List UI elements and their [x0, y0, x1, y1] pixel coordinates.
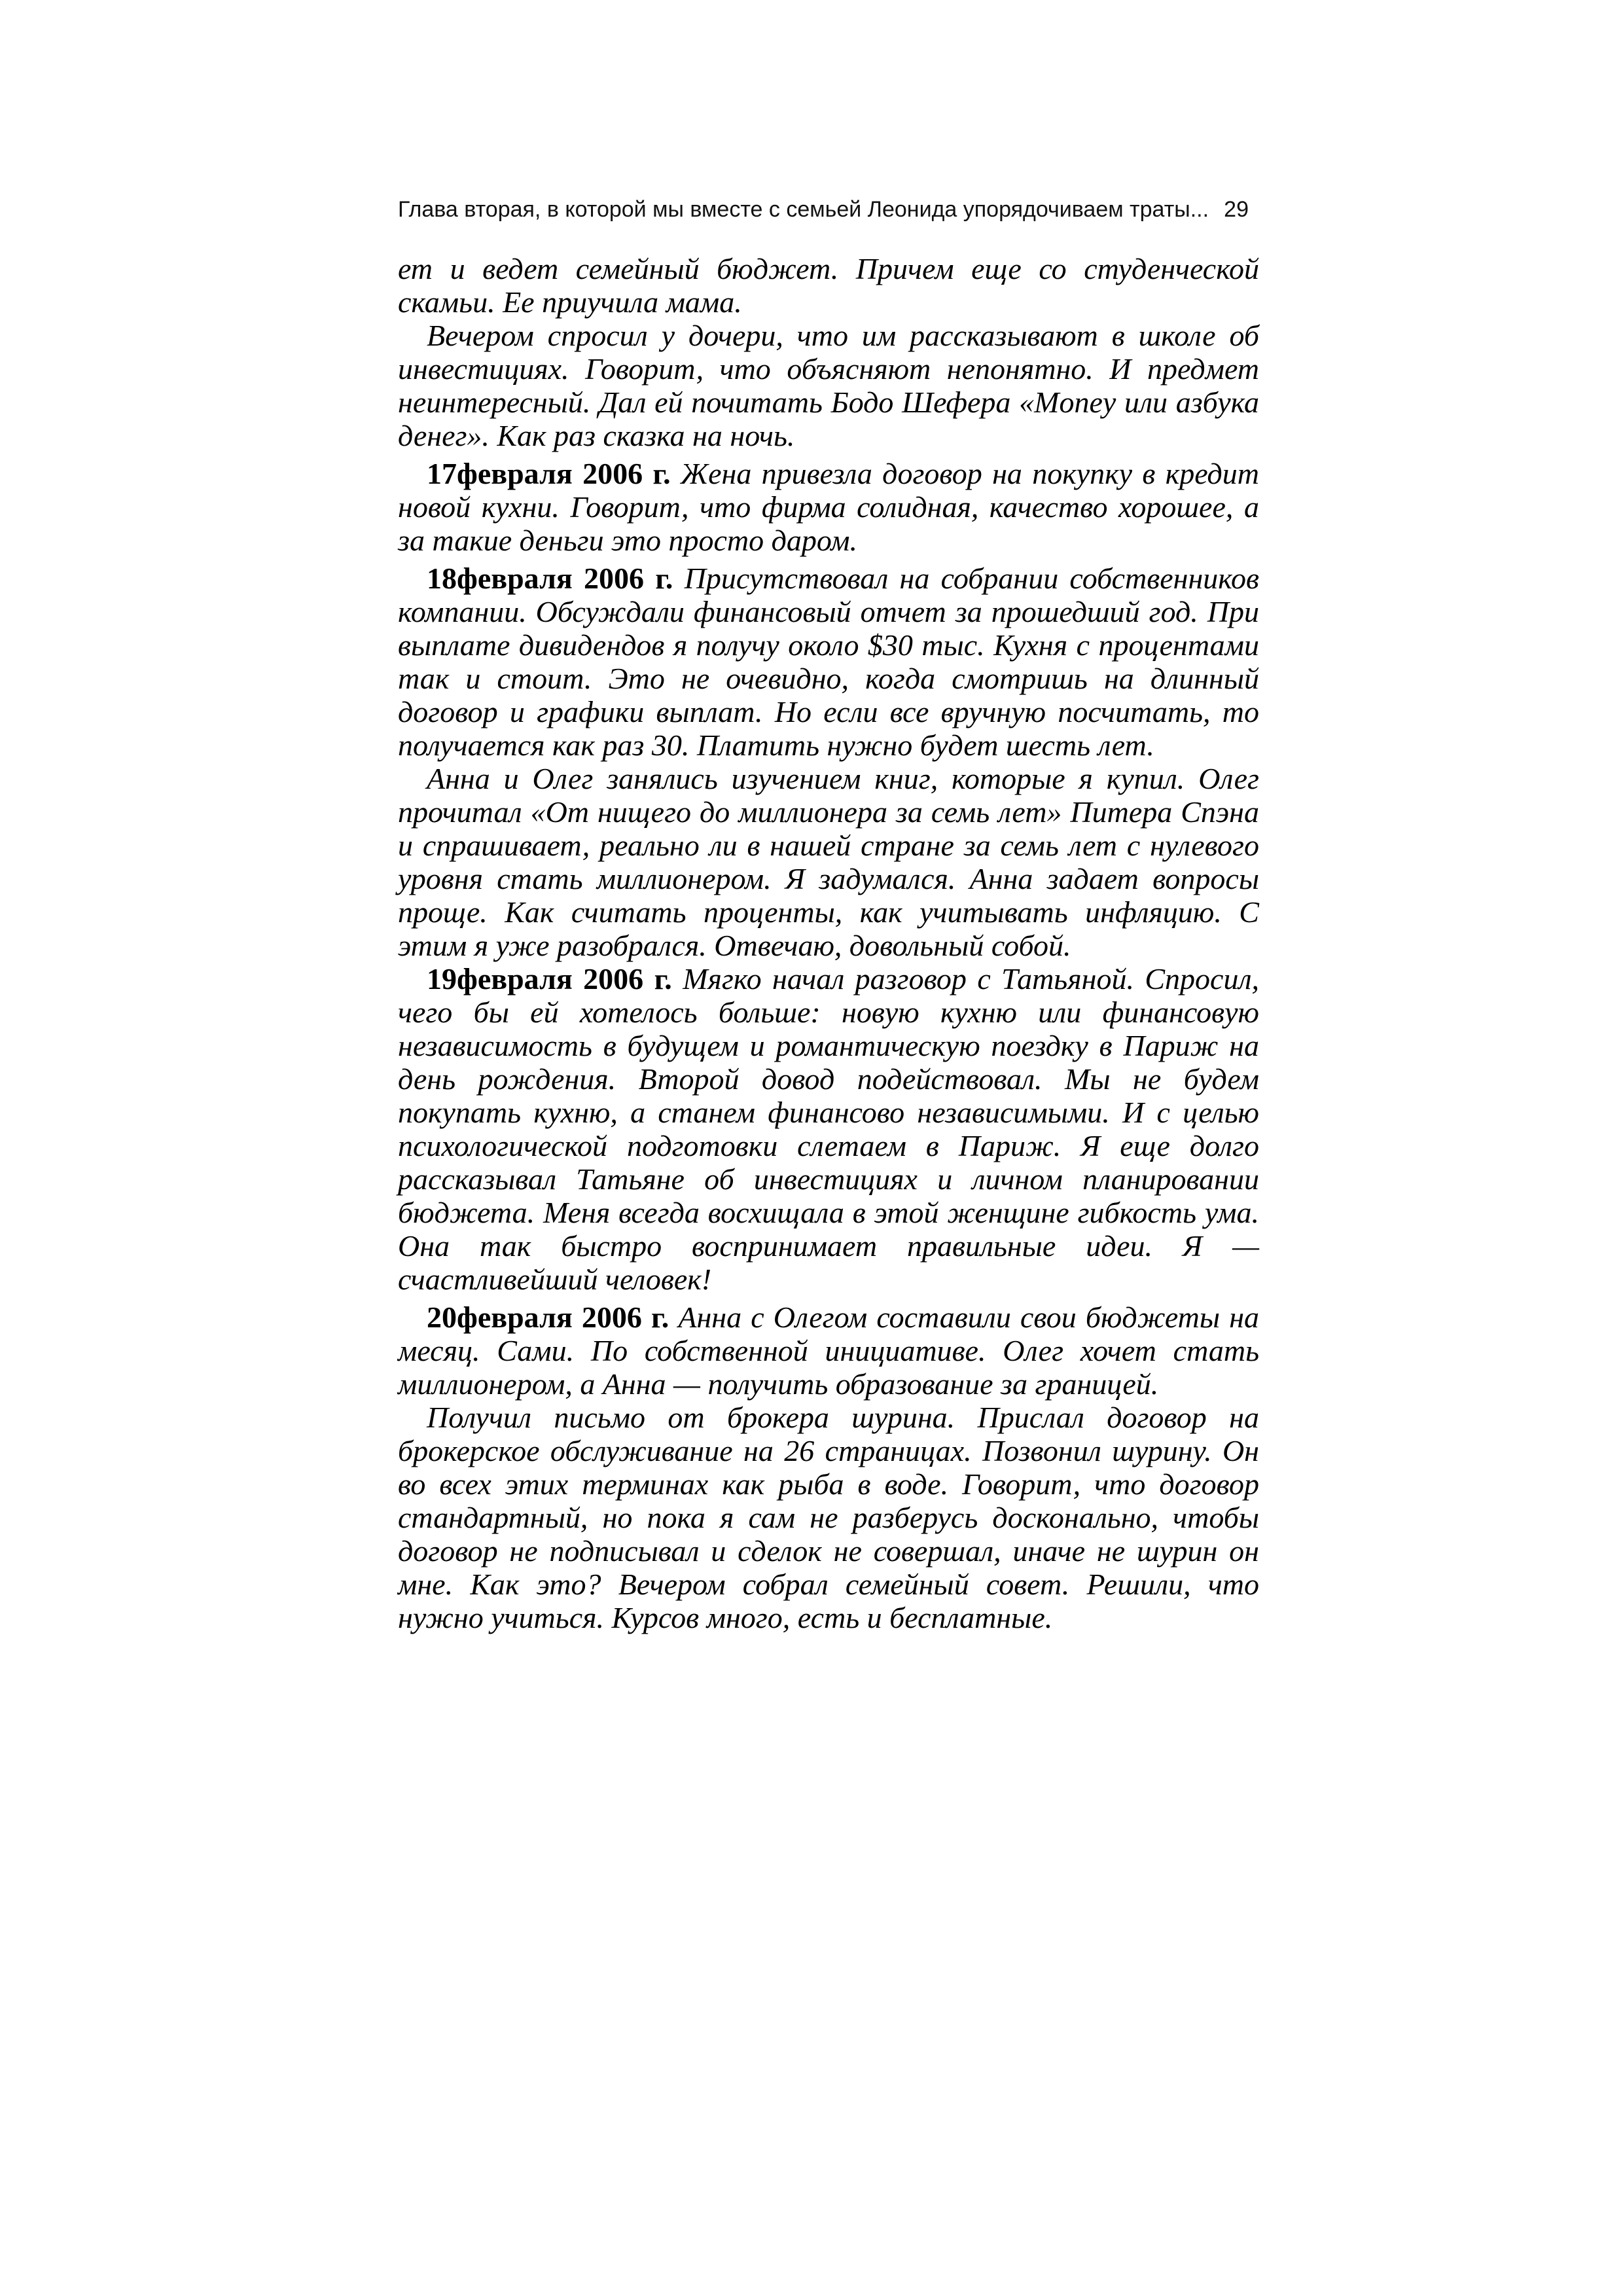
paragraph-text: Мягко начал разговор с Татьяной. Спросил, чего бы ей хотелось больше: новую кухню или финансовую независимость в будущем и романтическую поездку в Париж на день рождения. Второй довод подействовал. Мы не будем покупать кухню, а станем финансово независимыми. И с целью психологической подготовки слетаем в Париж. Я еще долго рассказывал Татьяне об инвестициях и личном планировании бюджета. Меня всегда восхищала в этой женщине гибкость ума. Она так быстро воспринимает правильные идеи. Я — счастливейший человек!: [398, 962, 1260, 1296]
entry-date: 19февраля 2006 г.: [427, 962, 672, 996]
diary-entry: [398, 562, 1259, 762]
paragraph-text: Получил письмо от брокера шурина. Прислал договор на брокерское обслуживание на 26 страницах. Позвонил шурину. Он во всех этих терминах как рыба в воде. Говорит, что договор стандартный, но пока я сам не разберусь досконально, чтобы договор не подписывал и сделок не совершал, иначе не шурин он мне. Как это? Вечером собрал семейный совет. Решили, что нужно учиться. Курсов много, есть и бесплатные.: [398, 1401, 1259, 1634]
paragraph-text: Жена привезла договор на покупку в кредит новой кухни. Говорит, что фирма солидная, качество хорошее, а за такие деньги это просто даром.: [398, 457, 1259, 557]
paragraph-text: Анна и Олег занялись изучением книг, которые я купил. Олег прочитал «От нищего до миллионера за семь лет» Питера Спэна и спрашивает, реально ли в нашей стране за семь лет с нулевого уровня стать миллионером. Я задумался. Анна задает вопросы проще. Как считать проценты, как учитывать инфляцию. С этим я уже разобрался. Отвечаю, довольный собой.: [398, 762, 1259, 962]
paragraph: [398, 1401, 1259, 1634]
diary-entry: [398, 962, 1259, 1296]
paragraph-text: Присутствовал на собрании собственников компании. Обсуждали финансовый отчет за прошедший год. При выплате дивидендов я получу около $30 тыс. Кухня с процентами так и стоит. Это не очевидно, когда смотришь на длинный договор и графики выплат. Но если все вручную посчитать, то получается как раз 30. Платить нужно будет шесть лет.: [398, 562, 1260, 762]
running-title: Глава вторая, в которой мы вместе с семьей Леонида упорядочиваем траты...: [398, 197, 1209, 222]
paragraph: [398, 319, 1259, 452]
paragraph-text: Анна с Олегом составили свои бюджеты на месяц. Сами. По собственной инициативе. Олег хочет стать миллионером, а Анна — получить образование за границей.: [398, 1300, 1260, 1401]
paragraph-continuation: [398, 252, 1259, 319]
body-text: [398, 252, 1259, 1634]
diary-entry: [398, 457, 1259, 557]
page-number: 29: [1224, 197, 1249, 222]
entry-date: 18февраля 2006 г.: [427, 562, 673, 595]
entry-date: 17февраля 2006 г.: [427, 457, 671, 490]
entry-date: 20февраля 2006 г.: [427, 1300, 669, 1334]
diary-entry: [398, 1300, 1259, 1401]
paragraph: [398, 762, 1259, 962]
paragraph-text: Вечером спросил у дочери, что им рассказывают в школе об инвестициях. Говорит, что объясняют непонятно. И предмет неинтересный. Дал ей почитать Бодо Шефера «Money или азбука денег». Как раз сказка на ночь.: [398, 319, 1259, 452]
running-header: [398, 191, 1249, 228]
paragraph-text: ет и ведет семейный бюджет. Причем еще со студенческой скамьи. Ее приучила мама.: [398, 252, 1259, 319]
